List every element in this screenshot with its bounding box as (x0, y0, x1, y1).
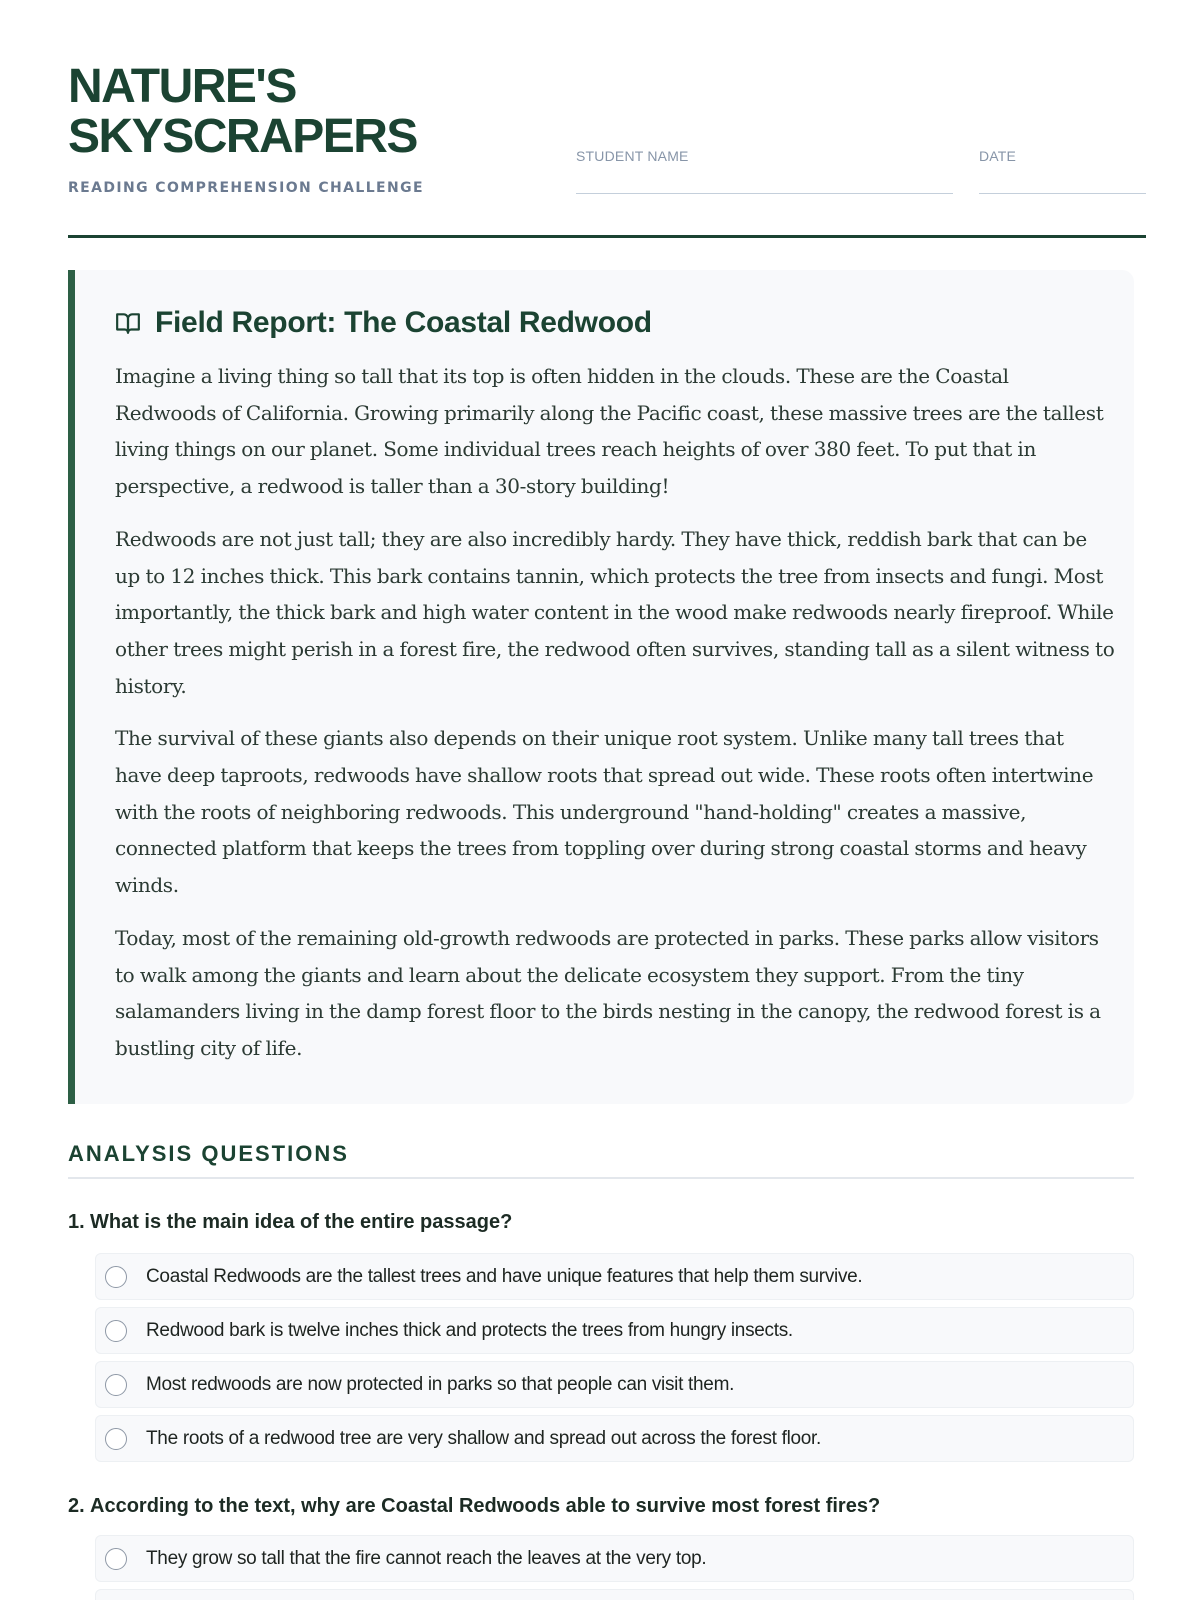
book-open-icon (115, 310, 141, 336)
title-line-2: SKYSCRAPERS (68, 110, 417, 163)
question-1-option-d[interactable] (95, 1415, 1134, 1462)
question-1 (68, 1211, 1134, 1451)
passage-paragraph-3: The survival of these giants also depends on their unique root system. Unlike many tall trees that have deep taproots, redwoods have shallow roots that spread out wide. These roots often intertwine with the roots of neighboring redwoods. This underground "hand-holding" creates a massive, connected platform that keeps the trees from toppling over during strong coastal storms and heavy winds. (115, 726, 1094, 898)
option-label: Most redwoods are now protected in parks so that people can visit them. (146, 1373, 735, 1395)
passage-header (115, 306, 652, 340)
radio-button[interactable] (105, 1374, 127, 1396)
page-subtitle: READING COMPREHENSION CHALLENGE (68, 180, 424, 196)
question-1-prompt: What is the main idea of the entire passage? (90, 1211, 513, 1233)
analysis-questions-heading: ANALYSIS QUESTIONS (68, 1141, 1134, 1179)
question-1-number: 1. (68, 1211, 85, 1233)
student-name-field[interactable] (576, 148, 953, 194)
question-2 (68, 1495, 1134, 1600)
question-1-option-b[interactable] (95, 1307, 1134, 1354)
question-1-option-c[interactable] (95, 1361, 1134, 1408)
question-2-option-b[interactable] (95, 1589, 1134, 1600)
question-2-prompt: According to the text, why are Coastal Redwoods able to survive most forest fires? (90, 1495, 881, 1517)
date-label: DATE (979, 148, 1017, 164)
option-label: The roots of a redwood tree are very shallow and spread out across the forest floor. (146, 1427, 822, 1449)
option-label: They grow so tall that the fire cannot reach the leaves at the very top. (146, 1547, 707, 1569)
student-name-label: STUDENT NAME (576, 148, 689, 164)
question-1-text (68, 1211, 1134, 1234)
radio-button[interactable] (105, 1320, 127, 1342)
question-2-option-a[interactable] (95, 1535, 1134, 1582)
date-field[interactable] (979, 148, 1146, 194)
radio-button[interactable] (105, 1548, 127, 1570)
passage-paragraph-4: Today, most of the remaining old-growth redwoods are protected in parks. These parks allow visitors to walk among the giants and learn about the delicate ecosystem they support. From the tiny salamanders living in the damp forest floor to the birds nesting in the canopy, the redwood forest is a bustling city of life. (115, 925, 1101, 1060)
passage-paragraph-1: Imagine a living thing so tall that its top is often hidden in the clouds. These are the Coastal Redwoods of California. Growing primarily along the Pacific coast, these massive trees are the tallest living things on our planet. Some individual trees reach heights of over 380 feet. To put that in perspective, a redwood is taller than a 30-story building! (115, 364, 1104, 499)
option-label: Coastal Redwoods are the tallest trees and have unique features that help them survive. (146, 1265, 863, 1287)
reading-passage (68, 270, 1134, 1104)
question-2-text (68, 1495, 1134, 1518)
passage-body (115, 358, 1115, 1083)
page-title (68, 62, 528, 162)
passage-paragraph-2: Redwoods are not just tall; they are also incredibly hardy. They have thick, reddish bark that can be up to 12 inches thick. This bark contains tannin, which protects the tree from insects and fungi. Most importantly, the thick bark and high water content in the wood make redwoods nearly fireproof. While other trees might perish in a forest fire, the redwood often survives, standing tall as a silent witness to history. (115, 526, 1115, 698)
passage-title: Field Report: The Coastal Redwood (155, 306, 652, 339)
radio-button[interactable] (105, 1428, 127, 1450)
option-label: Redwood bark is twelve inches thick and protects the trees from hungry insects. (146, 1319, 793, 1341)
question-1-option-a[interactable] (95, 1253, 1134, 1300)
radio-button[interactable] (105, 1266, 127, 1288)
worksheet-header (68, 62, 1146, 238)
title-line-1: NATURE'S (68, 60, 296, 113)
question-2-number: 2. (68, 1495, 85, 1517)
